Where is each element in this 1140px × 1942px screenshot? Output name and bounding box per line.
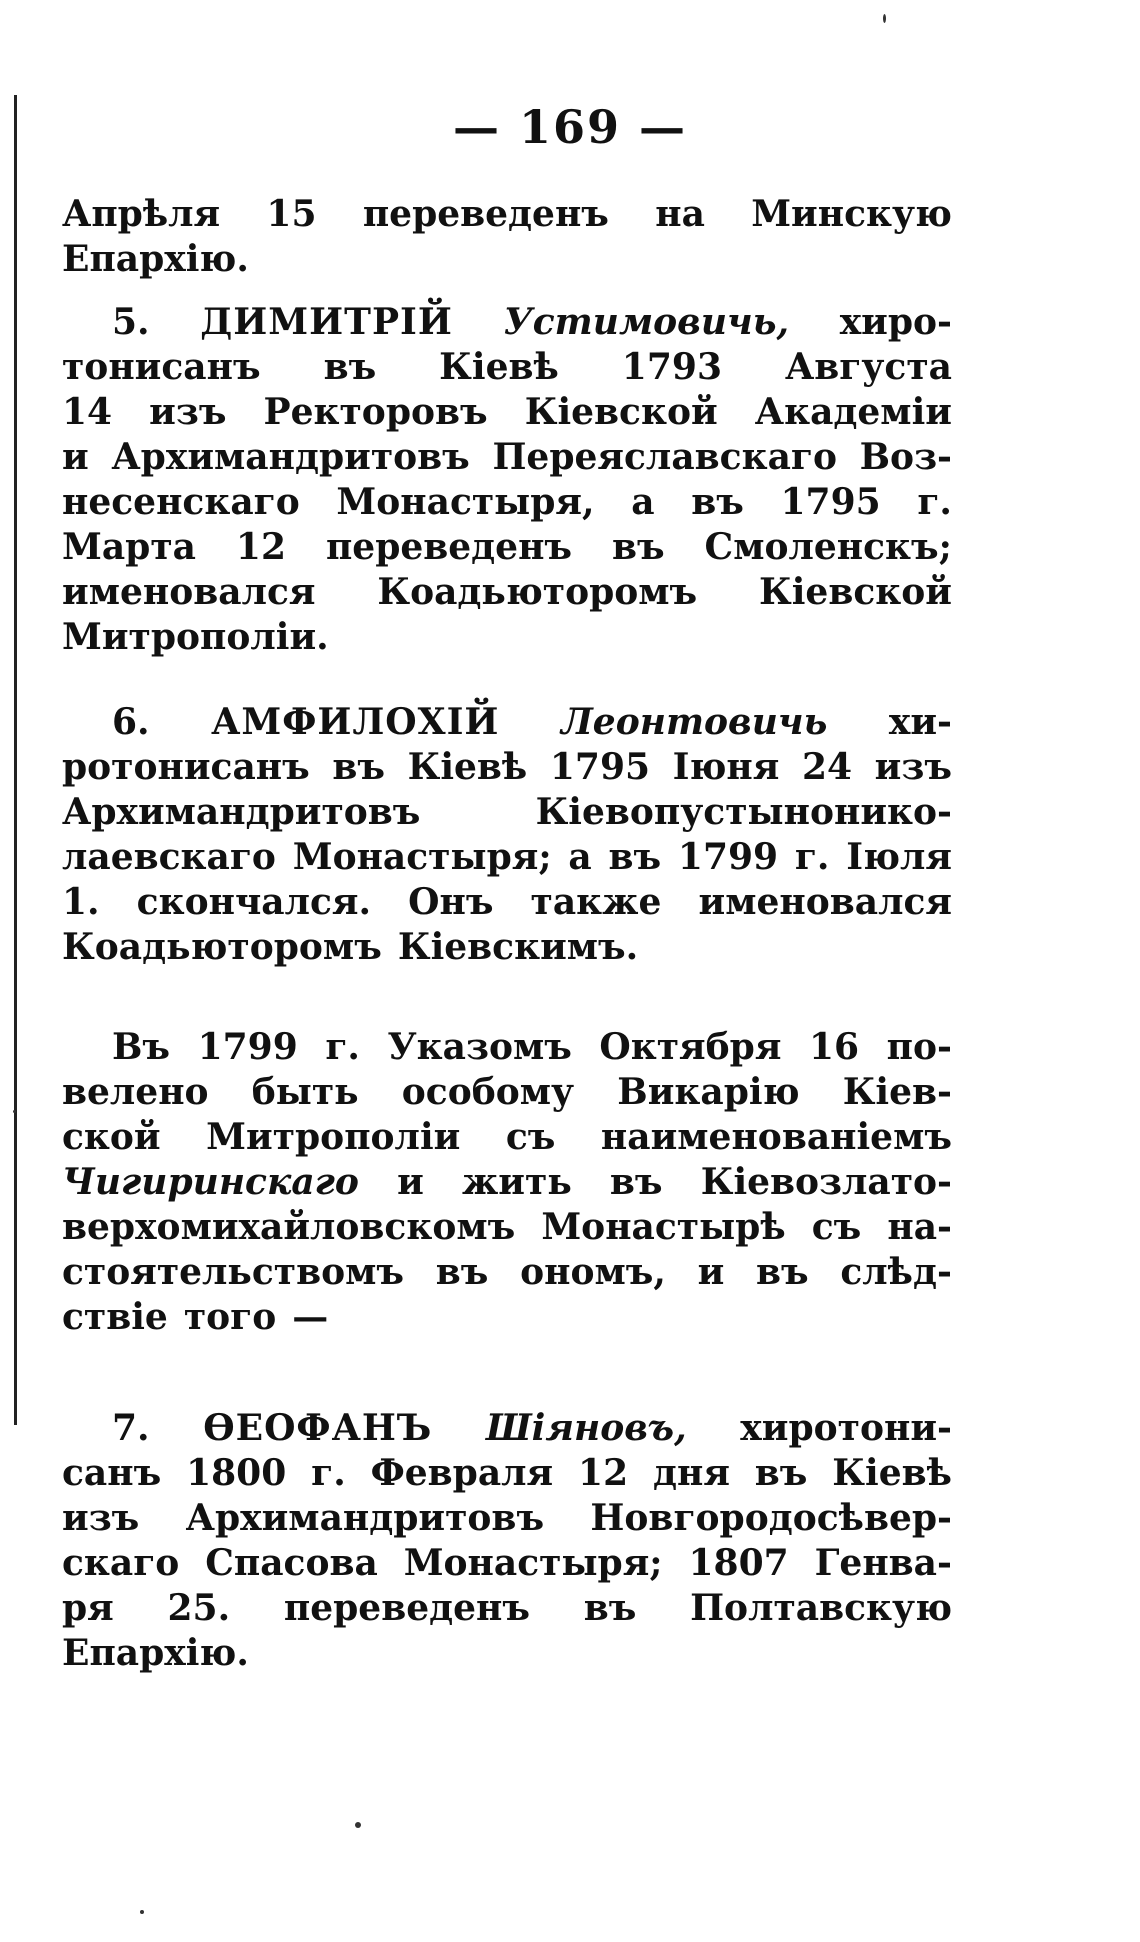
word: Указомъ	[387, 1026, 572, 1068]
text-line	[62, 1295, 952, 1340]
word: Устимовичь,	[503, 301, 790, 343]
word: ской	[62, 1116, 161, 1158]
text-line	[62, 1250, 952, 1295]
word: 1799	[677, 836, 779, 878]
word: Чигиринскаго	[62, 1161, 359, 1203]
word: ствіе	[62, 1296, 168, 1338]
word: Октября	[599, 1026, 782, 1068]
word: въ	[691, 481, 744, 523]
word: въ	[332, 746, 385, 788]
word: Архимандритовъ	[111, 436, 470, 478]
text-line	[62, 192, 952, 237]
text-line	[62, 480, 952, 525]
word: Викарію	[617, 1071, 800, 1113]
word: Февраля	[370, 1452, 554, 1494]
word: Кіевской	[759, 571, 952, 613]
word: 1800	[186, 1452, 287, 1494]
word: того	[183, 1296, 277, 1338]
word: 5.	[112, 301, 150, 343]
word: въ	[754, 1452, 808, 1494]
word: стоятельствомъ	[62, 1251, 404, 1293]
word: именовался	[698, 881, 952, 923]
word: Архимандритовъ	[62, 791, 421, 833]
word: быть	[251, 1071, 359, 1113]
word: Кіевопустынонико-	[535, 791, 952, 833]
text-line	[62, 1631, 952, 1676]
text-line	[62, 1160, 952, 1205]
word: Кіевозлато-	[700, 1161, 952, 1203]
word: слѣд-	[840, 1251, 952, 1293]
word: 24	[801, 746, 853, 788]
word: изъ	[62, 1497, 140, 1539]
word: 1807	[688, 1542, 789, 1584]
word: Новгородосѣвер-	[590, 1497, 952, 1539]
paragraph	[62, 1025, 952, 1340]
word: Монастыря;	[292, 836, 552, 878]
word: Минскую	[751, 193, 952, 235]
print-speck	[883, 14, 886, 23]
text-line	[62, 237, 952, 282]
word: Ректоровъ	[263, 391, 488, 433]
word: въ	[611, 526, 665, 568]
word: тонисанъ	[62, 346, 261, 388]
word: въ	[756, 1251, 809, 1293]
text-line	[62, 700, 952, 745]
word: на	[655, 193, 705, 235]
text-line	[62, 570, 952, 615]
text-line	[62, 790, 952, 835]
word: 1799	[197, 1026, 298, 1068]
word: Смоленскъ;	[704, 526, 952, 568]
text-line	[62, 925, 952, 970]
word: Митрополіи.	[62, 616, 329, 658]
word: въ	[323, 346, 377, 388]
word: Шіяновъ,	[486, 1407, 687, 1449]
paragraph	[62, 192, 952, 282]
text-line	[62, 880, 952, 925]
paragraph	[62, 300, 952, 660]
print-speck	[140, 1910, 144, 1914]
paragraph	[62, 700, 952, 970]
word: Монастыря,	[336, 481, 595, 523]
word: также	[530, 881, 662, 923]
word: изъ	[874, 746, 952, 788]
text-line	[62, 1586, 952, 1631]
word: г.	[325, 1026, 360, 1068]
text-line	[62, 390, 952, 435]
word: ѲЕОФАНЪ	[203, 1407, 433, 1449]
word: въ	[583, 1587, 637, 1629]
word: Апрѣля	[62, 193, 221, 235]
word: 25.	[167, 1587, 231, 1629]
word: на-	[887, 1206, 952, 1248]
word: Іюля	[846, 836, 952, 878]
text-line	[62, 1496, 952, 1541]
text-line	[62, 345, 952, 390]
word: Монастырѣ	[541, 1206, 786, 1248]
word: скаго	[62, 1542, 180, 1584]
word: Кіевской	[524, 391, 718, 433]
word: санъ	[62, 1452, 162, 1494]
word: Архимандритовъ	[185, 1497, 545, 1539]
page-number: — 169 —	[452, 100, 688, 154]
word: Іюня	[672, 746, 780, 788]
word: 16	[808, 1026, 860, 1068]
word: хиротони-	[740, 1407, 952, 1449]
word: и	[697, 1251, 725, 1293]
word: 12	[578, 1452, 629, 1494]
word: по-	[886, 1026, 952, 1068]
text-line	[62, 835, 952, 880]
word: наименованіемъ	[600, 1116, 952, 1158]
word: велено	[62, 1071, 209, 1113]
text-line	[62, 1406, 952, 1451]
word: съ	[505, 1116, 556, 1158]
text-line	[62, 1025, 952, 1070]
word: 14	[62, 391, 113, 433]
text-line	[62, 1115, 952, 1160]
text-line	[62, 745, 952, 790]
word: верхомихайловскомъ	[62, 1206, 516, 1248]
print-speck	[355, 1822, 361, 1828]
word: жить	[461, 1161, 572, 1203]
word: съ	[811, 1206, 862, 1248]
word: Академіи	[754, 391, 952, 433]
word: переведенъ	[325, 526, 573, 568]
print-speck	[13, 1110, 16, 1113]
word: ря	[62, 1587, 114, 1629]
word: 6.	[112, 701, 150, 743]
word: Генва-	[814, 1542, 952, 1584]
word: г.	[917, 481, 952, 523]
word: Переяславскаго	[492, 436, 837, 478]
word: лаевскаго	[62, 836, 276, 878]
word: въ	[608, 836, 662, 878]
word: несенскаго	[62, 481, 300, 523]
word: Кіевскимъ.	[397, 926, 639, 968]
word: АМФИЛОХІЙ	[211, 701, 500, 743]
word: Коадьюторомъ	[62, 926, 382, 968]
word: г.	[311, 1452, 346, 1494]
word: а	[631, 481, 655, 523]
word: 1793	[621, 346, 722, 388]
word: Воз-	[859, 436, 952, 478]
word: Онъ	[408, 881, 494, 923]
word: Митрополіи	[206, 1116, 461, 1158]
paragraph	[62, 1406, 952, 1676]
word: 7.	[112, 1407, 150, 1449]
text-line	[62, 1205, 952, 1250]
word: а	[568, 836, 592, 878]
word: Епархію.	[62, 238, 249, 280]
word: и	[397, 1161, 424, 1203]
word: —	[292, 1296, 329, 1338]
word: Полтавскую	[690, 1587, 952, 1629]
word: Кіевѣ	[407, 746, 528, 788]
word: дня	[652, 1452, 730, 1494]
word: именовался	[62, 571, 316, 613]
word: переведенъ	[283, 1587, 530, 1629]
word: особому	[401, 1071, 575, 1113]
word: Кіев-	[842, 1071, 952, 1113]
word: 1795	[549, 746, 651, 788]
text-line	[62, 435, 952, 480]
word: ДИМИТРІЙ	[200, 301, 453, 343]
word: Епархію.	[62, 1632, 249, 1674]
word: въ	[609, 1161, 663, 1203]
word: 1795	[780, 481, 881, 523]
word: ротонисанъ	[62, 746, 310, 788]
word: хи-	[888, 701, 952, 743]
text-line	[62, 615, 952, 660]
word: г.	[794, 836, 830, 878]
word: скончался.	[136, 881, 372, 923]
text-line	[62, 525, 952, 570]
word: Коадьюторомъ	[377, 571, 698, 613]
binding-edge-line	[14, 95, 17, 1425]
word: 12	[235, 526, 287, 568]
word: Въ	[112, 1026, 171, 1068]
word: Монастыря;	[403, 1542, 663, 1584]
word: изъ	[149, 391, 227, 433]
word: хиро-	[839, 301, 952, 343]
text-line	[62, 1451, 952, 1496]
word: Кіевѣ	[832, 1452, 952, 1494]
text-line	[62, 300, 952, 345]
word: ономъ,	[520, 1251, 666, 1293]
word: 1.	[62, 881, 100, 923]
word: Августа	[784, 346, 952, 388]
word: переведенъ	[362, 193, 609, 235]
word: въ	[435, 1251, 489, 1293]
word: 15	[266, 193, 317, 235]
text-line	[62, 1070, 952, 1115]
word: Леонтовичь	[560, 701, 828, 743]
word: Кіевѣ	[439, 346, 559, 388]
text-line	[62, 1541, 952, 1586]
word: Спасова	[205, 1542, 378, 1584]
word: и	[62, 436, 89, 478]
word: Марта	[62, 526, 196, 568]
